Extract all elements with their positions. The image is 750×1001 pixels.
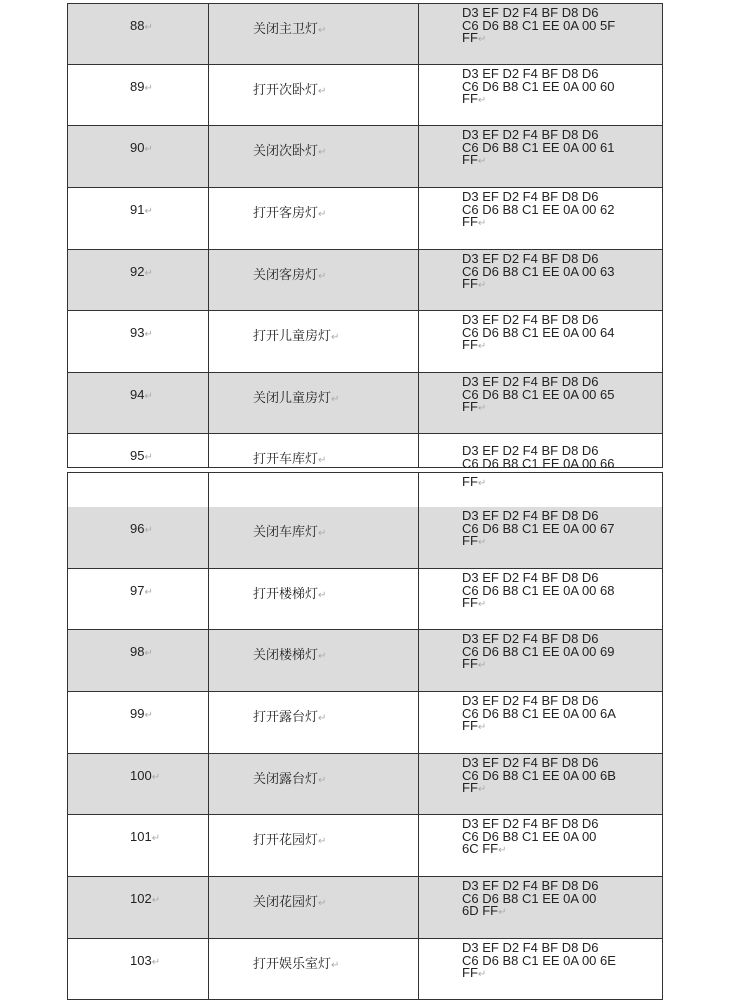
hex-code: [462, 253, 614, 293]
hex-line: C6 D6 B8 C1 EE 0A 00 64: [462, 324, 615, 340]
paragraph-mark-icon: ↵: [144, 452, 153, 463]
hex-line: FF↵: [462, 656, 487, 671]
hex-line: D3 EF D2 F4 BF D8 D6: [462, 940, 599, 955]
hex-code: [462, 880, 599, 920]
row-number: 91↵: [130, 202, 153, 217]
number-cell: [68, 311, 209, 372]
row-number: 101↵: [130, 829, 161, 844]
paragraph-mark-icon: ↵: [318, 651, 327, 662]
hex-code-cell: [419, 569, 662, 629]
command-name-cell: [209, 692, 419, 753]
paragraph-mark-icon: ↵: [331, 394, 340, 405]
row-number: 88↵: [130, 18, 153, 33]
paragraph-mark-icon: ↵: [477, 478, 487, 489]
table-row: [67, 939, 663, 1000]
command-name-cell: [209, 311, 419, 372]
paragraph-mark-icon: ↵: [477, 34, 487, 45]
paragraph-mark-icon: ↵: [144, 329, 153, 340]
hex-line: C6 D6 B8 C1 EE 0A 00: [462, 890, 597, 906]
table-row: [67, 434, 663, 471]
hex-line: D3 EF D2 F4 BF D8 D6: [462, 508, 599, 523]
paragraph-mark-icon: ↵: [144, 391, 153, 402]
row-number: 94↵: [130, 387, 153, 402]
paragraph-mark-icon: ↵: [144, 206, 153, 217]
paragraph-mark-icon: ↵: [318, 147, 327, 158]
hex-code-cell: [419, 754, 662, 814]
hex-code: [462, 7, 615, 47]
table-row-continuation: [67, 472, 663, 508]
hex-code-cell: [419, 692, 662, 753]
hex-line: FF↵: [462, 30, 487, 45]
row-number: 98↵: [130, 644, 153, 659]
paragraph-mark-icon: ↵: [477, 280, 487, 291]
hex-line: D3 EF D2 F4 BF D8 D6: [462, 5, 599, 20]
hex-code: [462, 376, 614, 416]
hex-line: FF↵: [462, 474, 487, 489]
number-cell: [68, 188, 209, 249]
table-row: [67, 630, 663, 692]
table-row: [67, 3, 663, 65]
command-name: 关闭客房灯↵: [253, 267, 327, 282]
number-cell: [68, 4, 209, 64]
table-row: [67, 877, 663, 939]
paragraph-mark-icon: ↵: [144, 587, 153, 598]
paragraph-mark-icon: ↵: [144, 710, 153, 721]
number-cell: [68, 754, 209, 814]
command-name-cell: [209, 507, 419, 568]
command-name: 关闭花园灯↵: [253, 894, 327, 909]
hex-line: D3 EF D2 F4 BF D8 D6: [462, 66, 599, 81]
command-name: 关闭楼梯灯↵: [253, 647, 327, 662]
hex-code-cell: [419, 65, 662, 125]
paragraph-mark-icon: ↵: [151, 833, 161, 844]
hex-code-cell: [419, 939, 662, 999]
paragraph-mark-icon: ↵: [477, 784, 487, 795]
number-cell: [68, 65, 209, 125]
paragraph-mark-icon: ↵: [498, 845, 507, 856]
hex-line: FF↵: [462, 595, 487, 610]
hex-line: C6 D6 B8 C1 EE 0A 00 69: [462, 643, 615, 659]
row-number: 99↵: [130, 706, 153, 721]
table-row: [67, 754, 663, 815]
hex-line: D3 EF D2 F4 BF D8 D6: [462, 251, 599, 266]
number-cell: [68, 250, 209, 310]
hex-line: C6 D6 B8 C1 EE 0A 00 6A: [462, 705, 616, 721]
command-name-cell: [209, 65, 419, 125]
paragraph-mark-icon: ↵: [318, 590, 327, 601]
command-name: 打开露台灯↵: [253, 709, 327, 724]
row-number: 93↵: [130, 325, 153, 340]
paragraph-mark-icon: ↵: [318, 271, 327, 282]
hex-line: D3 EF D2 F4 BF D8 D6: [462, 443, 599, 458]
paragraph-mark-icon: ↵: [477, 969, 487, 980]
command-name-cell: [209, 4, 419, 64]
paragraph-mark-icon: ↵: [144, 268, 153, 279]
hex-line: C6 D6 B8 C1 EE 0A 00 61: [462, 139, 615, 155]
hex-line: C6 D6 B8 C1 EE 0A 00 6B: [462, 767, 616, 783]
hex-line: C6 D6 B8 C1 EE 0A 00 62: [462, 201, 615, 217]
number-cell: [68, 630, 209, 691]
hex-line: FF↵: [462, 718, 487, 733]
command-name: 打开楼梯灯↵: [253, 586, 327, 601]
table-row: [67, 815, 663, 877]
paragraph-mark-icon: ↵: [318, 25, 327, 36]
paragraph-mark-icon: ↵: [318, 898, 327, 909]
command-name-cell: [209, 877, 419, 938]
hex-code: [462, 633, 614, 673]
hex-code: [462, 476, 486, 491]
paragraph-mark-icon: ↵: [477, 218, 487, 229]
paragraph-mark-icon: ↵: [144, 648, 153, 659]
paragraph-mark-icon: ↵: [318, 86, 327, 97]
command-name-cell: [209, 250, 419, 310]
number-cell: [68, 569, 209, 629]
row-number: 96↵: [130, 521, 153, 536]
hex-line: D3 EF D2 F4 BF D8 D6: [462, 312, 599, 327]
row-number: 89↵: [130, 79, 153, 94]
hex-line: FF↵: [462, 214, 487, 229]
command-name: 打开客房灯↵: [253, 205, 327, 220]
hex-line: FF↵: [462, 276, 487, 291]
hex-line: D3 EF D2 F4 BF D8 D6: [462, 374, 599, 389]
number-cell: [68, 507, 209, 568]
row-number: 103↵: [130, 953, 161, 968]
command-name: 打开娱乐室灯↵: [253, 956, 340, 971]
command-name: 打开车库灯↵: [253, 451, 327, 466]
hex-line: D3 EF D2 F4 BF D8 D6: [462, 878, 599, 893]
number-cell: [68, 434, 209, 467]
hex-line: D3 EF D2 F4 BF D8 D6: [462, 816, 599, 831]
hex-code-cell: [419, 630, 662, 691]
number-cell: [68, 939, 209, 999]
hex-code: [462, 191, 614, 231]
hex-code-cell: [419, 4, 662, 64]
paragraph-mark-icon: ↵: [318, 528, 327, 539]
paragraph-mark-icon: ↵: [477, 537, 487, 548]
row-number: 90↵: [130, 140, 153, 155]
row-number: 102↵: [130, 891, 161, 906]
hex-line: D3 EF D2 F4 BF D8 D6: [462, 755, 599, 770]
hex-line: C6 D6 B8 C1 EE 0A 00 68: [462, 582, 615, 598]
paragraph-mark-icon: ↵: [331, 960, 340, 971]
paragraph-mark-icon: ↵: [151, 957, 161, 968]
paragraph-mark-icon: ↵: [477, 599, 487, 610]
paragraph-mark-icon: ↵: [477, 95, 487, 106]
row-number: 100↵: [130, 768, 161, 783]
number-cell: [68, 473, 209, 507]
hex-line: D3 EF D2 F4 BF D8 D6: [462, 631, 599, 646]
table-row: [67, 692, 663, 754]
paragraph-mark-icon: ↵: [318, 455, 327, 466]
hex-code-cell: [419, 507, 662, 568]
hex-code-cell: [419, 434, 662, 471]
command-name-cell: [209, 939, 419, 999]
table-row: [67, 250, 663, 311]
hex-line: C6 D6 B8 C1 EE 0A 00 65: [462, 386, 615, 402]
table-row: [67, 311, 663, 373]
command-name-cell: [209, 569, 419, 629]
paragraph-mark-icon: ↵: [318, 713, 327, 724]
hex-code-cell: [419, 473, 662, 507]
row-number: 95↵: [130, 448, 153, 463]
command-name-cell: [209, 126, 419, 187]
hex-code: [462, 68, 614, 108]
hex-code: [462, 942, 616, 982]
paragraph-mark-icon: ↵: [144, 525, 153, 536]
hex-code-cell: [419, 250, 662, 310]
hex-line: FF↵: [462, 91, 487, 106]
table-row: [67, 65, 663, 126]
number-cell: [68, 692, 209, 753]
number-cell: [68, 373, 209, 433]
command-name: 关闭儿童房灯↵: [253, 390, 340, 405]
paragraph-mark-icon: ↵: [477, 403, 487, 414]
hex-line: C6 D6 B8 C1 EE 0A 00 6E: [462, 952, 616, 968]
hex-line: D3 EF D2 F4 BF D8 D6: [462, 693, 599, 708]
hex-code-cell: [419, 877, 662, 938]
paragraph-mark-icon: ↵: [318, 836, 327, 847]
row-number: 92↵: [130, 264, 153, 279]
command-name-cell: [209, 473, 419, 507]
command-name: 打开儿童房灯↵: [253, 328, 340, 343]
paragraph-mark-icon: ↵: [144, 22, 153, 33]
paragraph-mark-icon: ↵: [318, 209, 327, 220]
paragraph-mark-icon: ↵: [151, 895, 161, 906]
paragraph-mark-icon: ↵: [498, 907, 507, 918]
hex-code: [462, 314, 614, 354]
hex-code: [462, 129, 614, 169]
row-number: 97↵: [130, 583, 153, 598]
command-name-cell: [209, 754, 419, 814]
table-row: [67, 569, 663, 630]
hex-code: [462, 695, 616, 735]
paragraph-mark-icon: ↵: [477, 156, 487, 167]
paragraph-mark-icon: ↵: [477, 722, 487, 733]
table-row: [67, 507, 663, 569]
command-name: 关闭露台灯↵: [253, 771, 327, 786]
hex-code-cell: [419, 373, 662, 433]
command-name: 关闭次卧灯↵: [253, 143, 327, 158]
hex-code: [462, 757, 616, 797]
hex-line: 6C FF↵: [462, 841, 507, 856]
command-name-cell: [209, 434, 419, 467]
hex-line: FF↵: [462, 399, 487, 414]
hex-line: 6D FF↵: [462, 903, 507, 918]
hex-line: D3 EF D2 F4 BF D8 D6: [462, 127, 599, 142]
paragraph-mark-icon: ↵: [144, 144, 153, 155]
command-name-cell: [209, 630, 419, 691]
table-row: [67, 373, 663, 434]
paragraph-mark-icon: ↵: [144, 83, 153, 94]
hex-code: [462, 510, 614, 550]
paragraph-mark-icon: ↵: [331, 332, 340, 343]
number-cell: [68, 815, 209, 876]
hex-code: [462, 818, 599, 858]
hex-line: C6 D6 B8 C1 EE 0A 00 67: [462, 520, 615, 536]
command-name: 关闭车库灯↵: [253, 524, 327, 539]
hex-line: D3 EF D2 F4 BF D8 D6: [462, 189, 599, 204]
hex-line: FF↵: [462, 533, 487, 548]
number-cell: [68, 126, 209, 187]
paragraph-mark-icon: ↵: [318, 775, 327, 786]
hex-line: C6 D6 B8 C1 EE 0A 00: [462, 828, 597, 844]
hex-line: C6 D6 B8 C1 EE 0A 00 60: [462, 78, 615, 94]
paragraph-mark-icon: ↵: [151, 772, 161, 783]
hex-code-cell: [419, 188, 662, 249]
hex-code-cell: [419, 126, 662, 187]
hex-line: FF↵: [462, 780, 487, 795]
hex-line: FF↵: [462, 337, 487, 352]
table-row: [67, 126, 663, 188]
number-cell: [68, 877, 209, 938]
hex-code: [462, 572, 614, 612]
command-name-cell: [209, 188, 419, 249]
hex-code: [462, 445, 614, 470]
command-name: 关闭主卫灯↵: [253, 21, 327, 36]
paragraph-mark-icon: ↵: [477, 341, 487, 352]
hex-line: FF↵: [462, 965, 487, 980]
hex-line: FF↵: [462, 152, 487, 167]
hex-line: C6 D6 B8 C1 EE 0A 00 66: [462, 455, 615, 471]
hex-code-cell: [419, 311, 662, 372]
paragraph-mark-icon: ↵: [477, 660, 487, 671]
command-name-cell: [209, 373, 419, 433]
hex-code-cell: [419, 815, 662, 876]
table-row: [67, 188, 663, 250]
command-name: 打开次卧灯↵: [253, 82, 327, 97]
hex-line: C6 D6 B8 C1 EE 0A 00 5F: [462, 17, 616, 33]
command-name: 打开花园灯↵: [253, 832, 327, 847]
hex-line: D3 EF D2 F4 BF D8 D6: [462, 570, 599, 585]
hex-line: C6 D6 B8 C1 EE 0A 00 63: [462, 263, 615, 279]
command-name-cell: [209, 815, 419, 876]
